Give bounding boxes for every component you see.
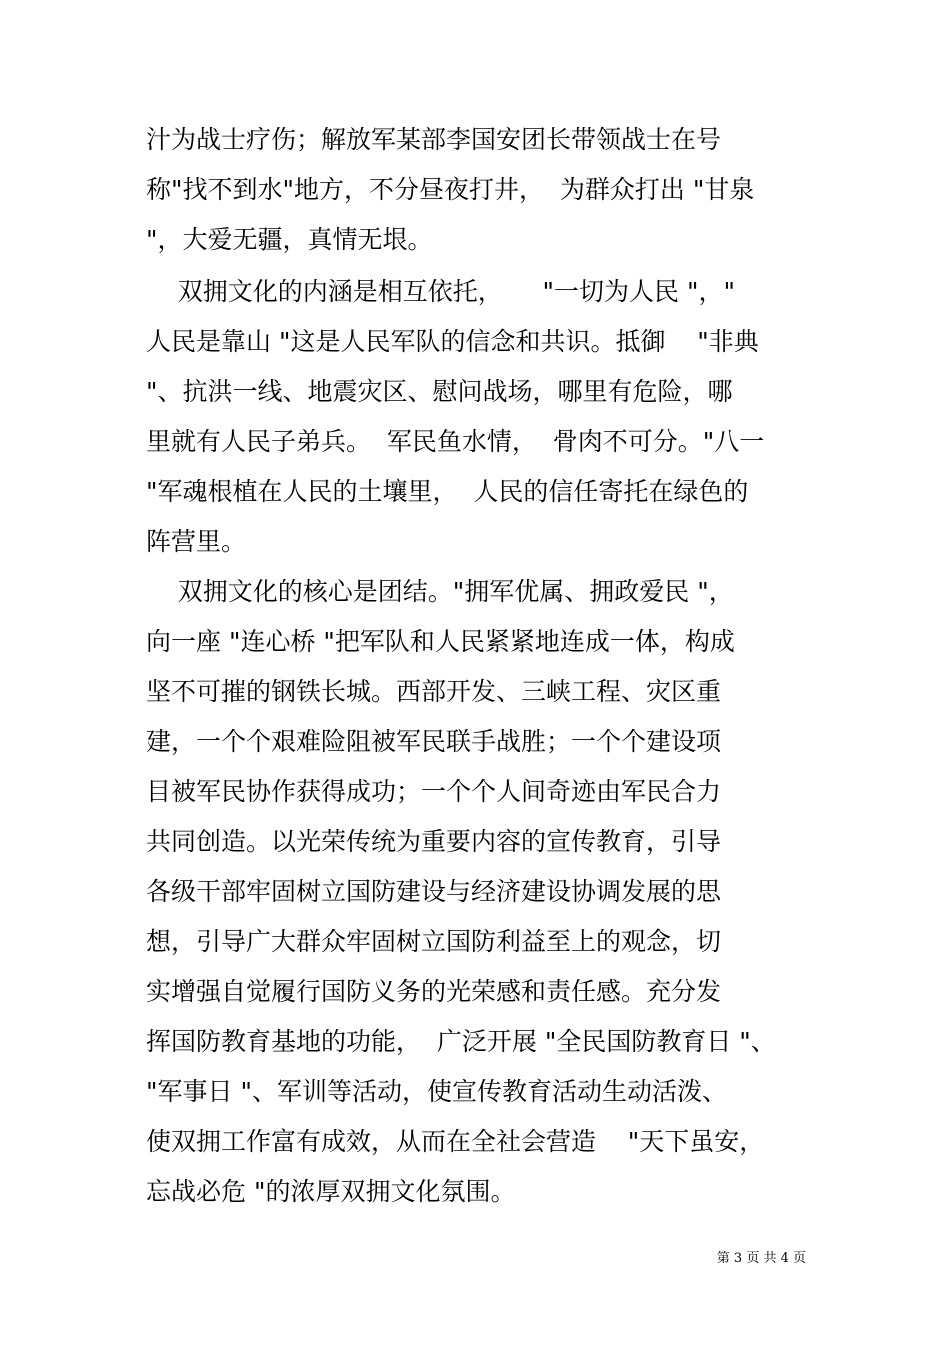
text-line: 坚不可摧的钢铁长城。西部开发、三峡工程、灾区重 [146, 677, 722, 706]
text-line: 各级干部牢固树立国防建设与经济建设协调发展的思 [146, 877, 722, 906]
text-line: 挥国防教育基地的功能， 广泛开展 "全民国防教育日 "、 [146, 1027, 776, 1056]
text-line: 里就有人民子弟兵。 军民鱼水情， 骨肉不可分。"八一 [146, 427, 765, 456]
page-number-footer: 第 3 页 共 4 页 [716, 1251, 806, 1266]
text-line: 目被军民协作获得成功；一个个人间奇迹由军民合力 [146, 777, 722, 806]
text-line: "、抗洪一线、地震灾区、慰问战场，哪里有危险，哪 [146, 377, 733, 406]
text-line: 双拥文化的核心是团结。"拥军优属、拥政爱民 "， [146, 577, 734, 606]
text-line: 实增强自觉履行国防义务的光荣感和责任感。充分发 [146, 977, 722, 1006]
text-line: 向一座 "连心桥 "把军队和人民紧紧地连成一体，构成 [146, 627, 735, 656]
text-line: 使双拥工作富有成效，从而在全社会营造 "天下虽安， [146, 1127, 765, 1156]
text-line: 汁为战士疗伤；解放军某部李国安团长带领战士在号 [146, 125, 722, 154]
text-line: 称"找不到水"地方，不分昼夜打井， 为群众打出 "甘泉 [146, 175, 755, 204]
text-line: 人民是靠山 "这是人民军队的信念和共识。抵御 "非典 [146, 327, 759, 356]
text-line: 想，引导广大群众牢固树立国防利益至上的观念，切 [146, 927, 722, 956]
text-line: 忘战必危 "的浓厚双拥文化氛围。 [146, 1177, 516, 1206]
text-line: 双拥文化的内涵是相互依托， "一切为人民 "，" [146, 277, 735, 306]
text-line: 阵营里。 [146, 527, 247, 556]
text-line: 共同创造。以光荣传统为重要内容的宣传教育，引导 [146, 827, 722, 856]
text-line: "，大爱无疆，真情无垠。 [146, 225, 433, 254]
text-line: 建，一个个艰难险阻被军民联手战胜；一个个建设项 [146, 727, 722, 756]
text-line: "军魂根植在人民的土壤里， 人民的信任寄托在绿色的 [146, 477, 749, 506]
text-line: "军事日 "、军训等活动，使宣传教育活动生动活泼、 [146, 1077, 727, 1106]
